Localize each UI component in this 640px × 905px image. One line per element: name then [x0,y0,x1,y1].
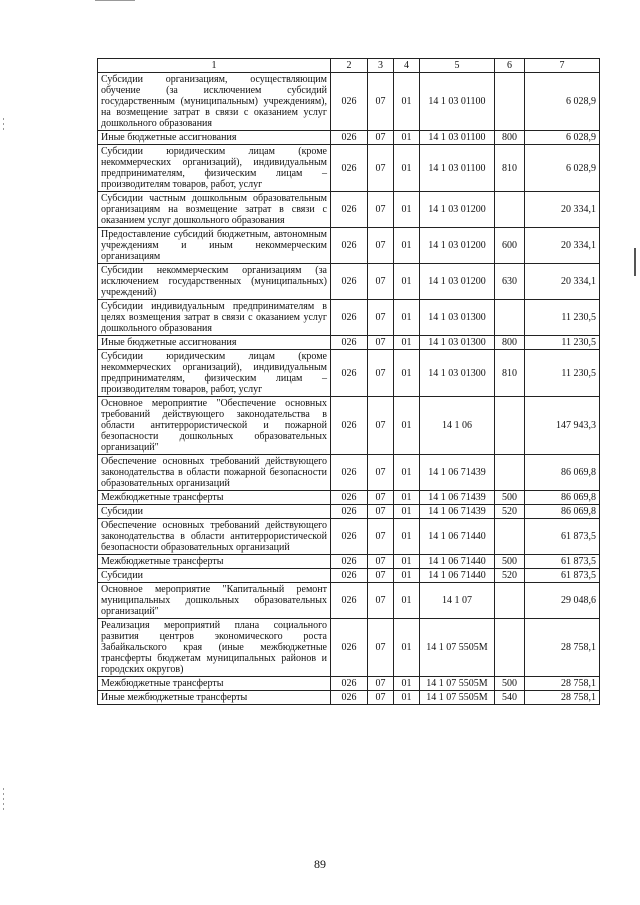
ministry-code-cell: 026 [331,397,368,455]
subsection-code-cell: 01 [394,131,420,145]
amount-cell: 20 334,1 [525,264,600,300]
amount-cell: 61 873,5 [525,555,600,569]
target-article-cell: 14 1 06 [420,397,495,455]
subsection-code-cell: 01 [394,677,420,691]
row-name-cell: Обеспечение основных требований действующего законодательства в области антитеррористической безопасности образовательных организаций [98,519,331,555]
page-number: 89 [314,857,326,871]
ministry-code-cell: 026 [331,145,368,192]
section-code-cell: 07 [368,264,394,300]
section-code-cell: 07 [368,491,394,505]
amount-cell: 86 069,8 [525,505,600,519]
column-header: 1 [98,59,331,73]
target-article-cell: 14 1 03 01200 [420,228,495,264]
section-code-cell: 07 [368,192,394,228]
row-name-cell: Субсидии некоммерческим организациям (за исключением государственных (муниципальных) учреждений) [98,264,331,300]
column-header: 3 [368,59,394,73]
table-row [98,350,600,397]
row-name-cell: Субсидии юридическим лицам (кроме некоммерческих организаций), индивидуальным предпринимателям, физическим лицам – производителям товаров, работ, услуг [98,145,331,192]
amount-cell: 28 758,1 [525,691,600,705]
ministry-code-cell: 026 [331,583,368,619]
amount-cell: 6 028,9 [525,145,600,192]
target-article-cell: 14 1 06 71440 [420,569,495,583]
amount-cell: 61 873,5 [525,569,600,583]
target-article-cell: 14 1 06 71439 [420,455,495,491]
expense-type-cell: 600 [495,228,525,264]
subsection-code-cell: 01 [394,519,420,555]
amount-cell: 61 873,5 [525,519,600,555]
amount-cell: 147 943,3 [525,397,600,455]
expense-type-cell: 810 [495,145,525,192]
target-article-cell: 14 1 06 71440 [420,555,495,569]
column-header: 4 [394,59,420,73]
target-article-cell: 14 1 06 71439 [420,505,495,519]
table-row [98,264,600,300]
expense-type-cell: 500 [495,677,525,691]
section-code-cell: 07 [368,583,394,619]
target-article-cell: 14 1 06 71439 [420,491,495,505]
row-name-cell: Обеспечение основных требований действующего законодательства в области пожарной безопасности образовательных организаций [98,455,331,491]
section-code-cell: 07 [368,505,394,519]
ministry-code-cell: 026 [331,677,368,691]
target-article-cell: 14 1 07 5505М [420,691,495,705]
table-row [98,455,600,491]
section-code-cell: 07 [368,228,394,264]
row-name-cell: Субсидии [98,569,331,583]
column-header: 6 [495,59,525,73]
target-article-cell: 14 1 03 01100 [420,131,495,145]
subsection-code-cell: 01 [394,350,420,397]
expense-type-cell: 500 [495,491,525,505]
table-row [98,569,600,583]
subsection-code-cell: 01 [394,619,420,677]
section-code-cell: 07 [368,350,394,397]
ministry-code-cell: 026 [331,350,368,397]
row-name-cell: Предоставление субсидий бюджетным, автономным учреждениям и иным некоммерческим организациям [98,228,331,264]
section-code-cell: 07 [368,336,394,350]
column-header: 7 [525,59,600,73]
section-code-cell: 07 [368,555,394,569]
expense-type-cell [495,73,525,131]
column-header: 5 [420,59,495,73]
subsection-code-cell: 01 [394,145,420,192]
section-code-cell: 07 [368,300,394,336]
expense-type-cell: 800 [495,336,525,350]
section-code-cell: 07 [368,145,394,192]
ministry-code-cell: 026 [331,619,368,677]
section-code-cell: 07 [368,455,394,491]
ministry-code-cell: 026 [331,455,368,491]
row-name-cell: Иные межбюджетные трансферты [98,691,331,705]
target-article-cell: 14 1 07 5505М [420,619,495,677]
budget-table [97,58,600,705]
row-name-cell: Субсидии индивидуальным предпринимателям в целях возмещения затрат в связи с оказанием услуг дошкольного образования [98,300,331,336]
expense-type-cell: 540 [495,691,525,705]
amount-cell: 28 758,1 [525,677,600,691]
ministry-code-cell: 026 [331,192,368,228]
row-name-cell: Основное мероприятие "Капитальный ремонт муниципальных дошкольных образовательных организаций" [98,583,331,619]
section-code-cell: 07 [368,397,394,455]
row-name-cell: Реализация мероприятий плана социального развития центров экономического роста Забайкальского края (иные межбюджетные трансферты бюджетам муниципальных районов и городских округов) [98,619,331,677]
amount-cell: 86 069,8 [525,455,600,491]
subsection-code-cell: 01 [394,583,420,619]
section-code-cell: 07 [368,569,394,583]
target-article-cell: 14 1 03 01200 [420,264,495,300]
section-code-cell: 07 [368,131,394,145]
expense-type-cell [495,300,525,336]
target-article-cell: 14 1 07 5505М [420,677,495,691]
row-name-cell: Иные бюджетные ассигнования [98,131,331,145]
row-name-cell: Основное мероприятие "Обеспечение основных требований действующего законодательства в области антитеррористической и пожарной безопасности дошкольных образовательных организаций" [98,397,331,455]
expense-type-cell: 630 [495,264,525,300]
expense-type-cell [495,455,525,491]
expense-type-cell [495,583,525,619]
amount-cell: 86 069,8 [525,491,600,505]
section-code-cell: 07 [368,691,394,705]
scan-dots [3,118,4,132]
ministry-code-cell: 026 [331,569,368,583]
target-article-cell: 14 1 03 01300 [420,336,495,350]
ministry-code-cell: 026 [331,73,368,131]
subsection-code-cell: 01 [394,569,420,583]
ministry-code-cell: 026 [331,131,368,145]
row-name-cell: Субсидии организациям, осуществляющим обучение (за исключением субсидий государственным (муниципальным) учреждениям), на возмещение затрат в связи с оказанием услуг дошкольного образования [98,73,331,131]
table-row [98,691,600,705]
amount-cell: 29 048,6 [525,583,600,619]
subsection-code-cell: 01 [394,397,420,455]
table-row [98,397,600,455]
table-row [98,583,600,619]
target-article-cell: 14 1 03 01300 [420,350,495,397]
top-scan-line [95,0,135,1]
table-row [98,145,600,192]
expense-type-cell: 520 [495,505,525,519]
subsection-code-cell: 01 [394,505,420,519]
table-row [98,73,600,131]
table-body [98,73,600,705]
subsection-code-cell: 01 [394,336,420,350]
table-row [98,192,600,228]
target-article-cell: 14 1 03 01200 [420,192,495,228]
subsection-code-cell: 01 [394,264,420,300]
section-code-cell: 07 [368,677,394,691]
ministry-code-cell: 026 [331,519,368,555]
table-row [98,491,600,505]
expense-type-cell: 800 [495,131,525,145]
ministry-code-cell: 026 [331,264,368,300]
row-name-cell: Межбюджетные трансферты [98,677,331,691]
expense-type-cell: 520 [495,569,525,583]
table-row [98,619,600,677]
section-code-cell: 07 [368,73,394,131]
row-name-cell: Межбюджетные трансферты [98,555,331,569]
subsection-code-cell: 01 [394,192,420,228]
amount-cell: 11 230,5 [525,350,600,397]
target-article-cell: 14 1 03 01100 [420,145,495,192]
target-article-cell: 14 1 06 71440 [420,519,495,555]
subsection-code-cell: 01 [394,455,420,491]
table-header [98,59,600,73]
expense-type-cell [495,619,525,677]
row-name-cell: Субсидии юридическим лицам (кроме некоммерческих организаций), индивидуальным предпринимателям, физическим лицам – производителям товаров, работ, услуг [98,350,331,397]
subsection-code-cell: 01 [394,555,420,569]
amount-cell: 6 028,9 [525,131,600,145]
ministry-code-cell: 026 [331,555,368,569]
amount-cell: 11 230,5 [525,336,600,350]
amount-cell: 20 334,1 [525,192,600,228]
expense-type-cell: 500 [495,555,525,569]
amount-cell: 6 028,9 [525,73,600,131]
row-name-cell: Иные бюджетные ассигнования [98,336,331,350]
subsection-code-cell: 01 [394,228,420,264]
ministry-code-cell: 026 [331,491,368,505]
row-name-cell: Субсидии частным дошкольным образовательным организациям на возмещение затрат в связи с оказанием услуг дошкольного образования [98,192,331,228]
table-row [98,228,600,264]
expense-type-cell [495,192,525,228]
target-article-cell: 14 1 07 [420,583,495,619]
table-row [98,300,600,336]
row-name-cell: Субсидии [98,505,331,519]
table-row [98,131,600,145]
table-row [98,519,600,555]
column-header: 2 [331,59,368,73]
amount-cell: 11 230,5 [525,300,600,336]
table-row [98,555,600,569]
target-article-cell: 14 1 03 01100 [420,73,495,131]
ministry-code-cell: 026 [331,336,368,350]
subsection-code-cell: 01 [394,491,420,505]
section-code-cell: 07 [368,619,394,677]
scan-edge-mark [634,248,636,276]
target-article-cell: 14 1 03 01300 [420,300,495,336]
table-row [98,336,600,350]
amount-cell: 20 334,1 [525,228,600,264]
table-row [98,677,600,691]
ministry-code-cell: 026 [331,691,368,705]
section-code-cell: 07 [368,519,394,555]
subsection-code-cell: 01 [394,73,420,131]
scan-dots [3,788,4,810]
amount-cell: 28 758,1 [525,619,600,677]
expense-type-cell [495,397,525,455]
header-row [98,59,600,73]
ministry-code-cell: 026 [331,228,368,264]
table-row [98,505,600,519]
expense-type-cell [495,519,525,555]
row-name-cell: Межбюджетные трансферты [98,491,331,505]
expense-type-cell: 810 [495,350,525,397]
subsection-code-cell: 01 [394,300,420,336]
subsection-code-cell: 01 [394,691,420,705]
ministry-code-cell: 026 [331,300,368,336]
ministry-code-cell: 026 [331,505,368,519]
